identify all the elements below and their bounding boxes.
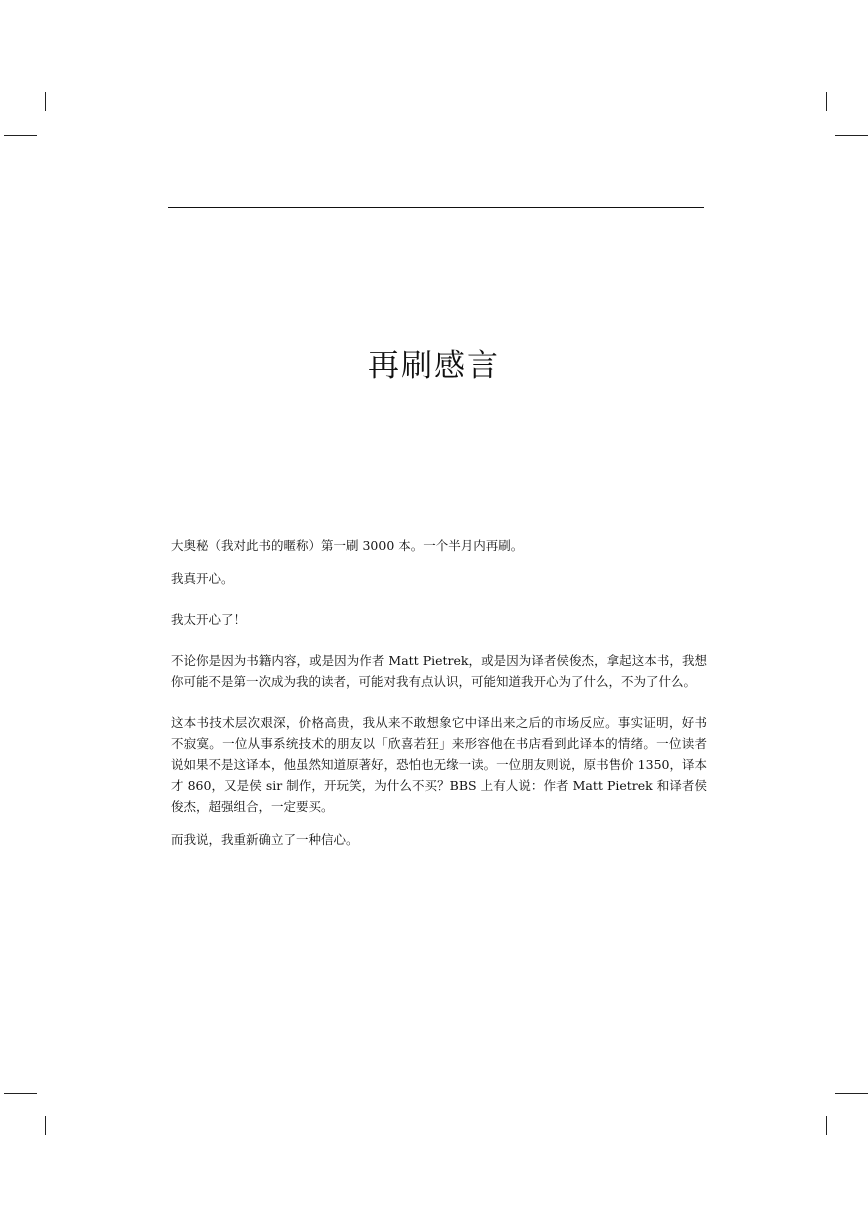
paragraph: 这本书技术层次艰深，价格高贵，我从来不敢想象它中译出来之后的市场反应。事实证明，好书不寂寞。一位从事系统技术的朋友以「欣喜若狂」来形容他在书店看到此译本的情绪。一位读者说如果不是这译本，他虽然知道原著好，恐怕也无缘一读。一位朋友则说，原书售价 1350，译本才 860，又是侯 sir 制作，开玩笑，为什么不买？BBS 上有人说：作者 Matt Pietrek 和译者侯俊杰，超强组合，一定要买。: [171, 715, 707, 814]
crop-mark: [45, 92, 46, 111]
body-text: [171, 535, 707, 850]
crop-mark: [826, 92, 827, 111]
paragraph: 不论你是因为书籍内容，或是因为作者 Matt Pietrek，或是因为译者侯俊杰，拿起这本书，我想你可能不是第一次成为我的读者，可能对我有点认识，可能知道我开心为了什么，不为了什么。: [171, 653, 707, 689]
crop-mark: [835, 1093, 868, 1094]
paragraph: 我真开心。: [171, 571, 234, 586]
page-title: 再刷感言: [368, 348, 500, 384]
crop-mark: [4, 1093, 37, 1094]
paragraph: 我太开心了！: [171, 612, 247, 627]
crop-mark: [826, 1116, 827, 1135]
paragraph: 大奥秘（我对此书的暱称）第一刷 3000 本。一个半月内再刷。: [171, 538, 524, 553]
crop-mark: [835, 135, 868, 136]
paragraph: 而我说，我重新确立了一种信心。: [171, 832, 359, 847]
header-rule: [168, 207, 704, 208]
crop-mark: [4, 135, 37, 136]
crop-mark: [45, 1116, 46, 1135]
